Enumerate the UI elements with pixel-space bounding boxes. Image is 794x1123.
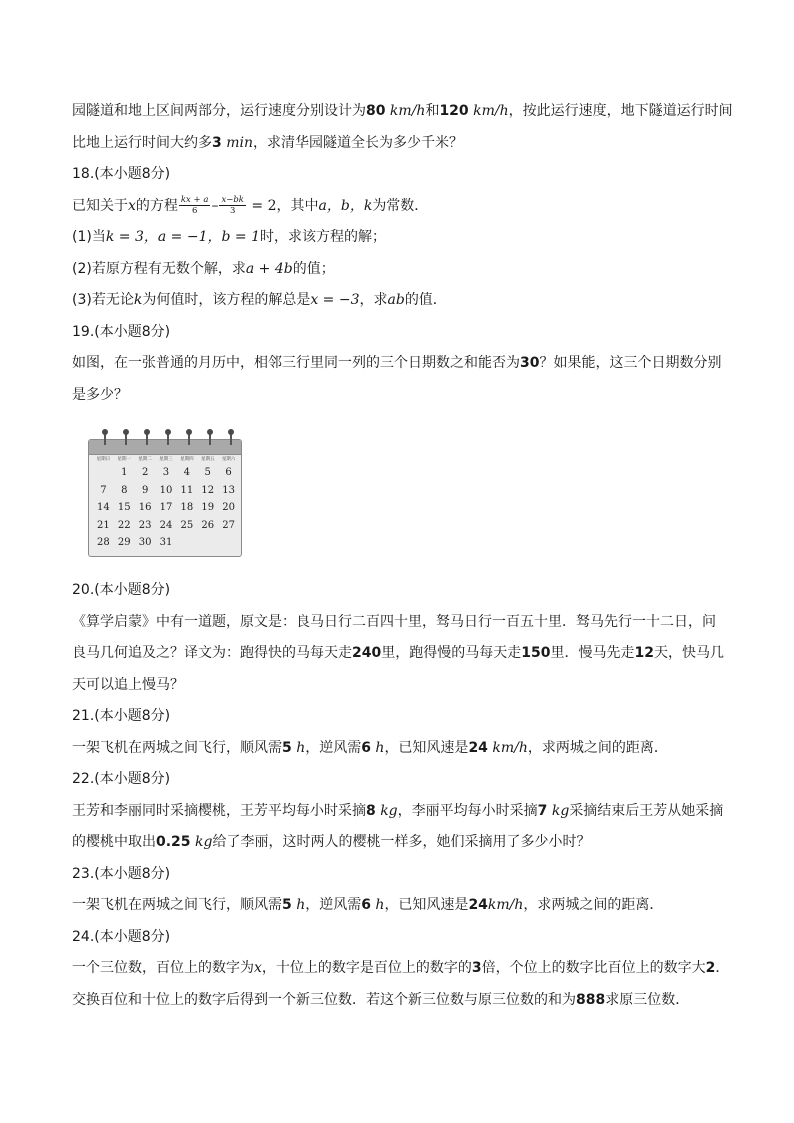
q18-stem bbox=[72, 191, 722, 223]
text: 交换百位和十位上的数字后得到一个新三位数．若这个新三位数与原三位数的和为 bbox=[72, 991, 576, 1008]
calendar-day: 4 bbox=[183, 467, 191, 478]
calendar-day: 18 bbox=[180, 502, 194, 513]
calendar-day: 1 bbox=[121, 467, 128, 478]
unit: kg bbox=[375, 802, 398, 819]
text: ，李丽平均每小时采摘 bbox=[397, 802, 538, 819]
text: 王芳和李丽同时采摘樱桃，王芳平均每小时采摘 bbox=[72, 802, 366, 819]
text: 已知关于 bbox=[72, 197, 128, 214]
calendar-day: 10 bbox=[159, 484, 173, 496]
number: 150 bbox=[521, 645, 551, 661]
unit: h bbox=[370, 739, 385, 756]
text: 和 bbox=[425, 103, 440, 119]
var: x bbox=[128, 197, 136, 214]
text: 的值． bbox=[404, 292, 447, 308]
text: 给了李丽，这时两人的樱桃一样多，她们采摘用了多少小时？ bbox=[212, 834, 591, 850]
q17-line-2 bbox=[72, 128, 722, 160]
text: ，十位上的数字是百位上的数字的 bbox=[261, 960, 472, 976]
calendar-day: 26 bbox=[201, 519, 215, 531]
calendar-day: 16 bbox=[138, 502, 152, 513]
numerator: x−bk bbox=[221, 195, 244, 205]
text: 的值； bbox=[292, 260, 335, 277]
number: 888 bbox=[576, 991, 606, 1008]
q20-line-2 bbox=[72, 638, 722, 670]
calendar-day: 11 bbox=[180, 484, 194, 496]
calendar-day: 25 bbox=[180, 519, 194, 531]
number: 30 bbox=[520, 355, 540, 371]
calendar-day: 2 bbox=[141, 467, 149, 478]
calendar-day: 14 bbox=[97, 502, 110, 513]
calendar-weekday: 星期四 bbox=[180, 457, 194, 462]
number: 12 bbox=[634, 645, 654, 661]
q24-line-2 bbox=[72, 985, 722, 1017]
unit: h bbox=[370, 897, 385, 913]
calendar-day bbox=[93, 464, 114, 482]
text: 为何值时，该方程的解总是 bbox=[142, 292, 311, 308]
q24-heading: 24.(本小题8分) bbox=[72, 928, 171, 945]
calendar-day: 21 bbox=[97, 519, 110, 531]
text: 园隧道和地上区间两部分，运行速度分别设计为 bbox=[72, 103, 366, 119]
math: a + 4b bbox=[245, 260, 293, 277]
text: ． bbox=[715, 960, 730, 976]
calendar-weekday: 星期二 bbox=[138, 457, 152, 462]
text: 如图，在一张普通的月历中，相邻三行里同一列的三个日期数之和能否为 bbox=[72, 355, 520, 371]
var: ab bbox=[387, 292, 405, 308]
exam-page bbox=[72, 96, 733, 1016]
text: ，按此运行速度，地下隧道运行时间 bbox=[508, 103, 733, 119]
text: ，求 bbox=[359, 292, 388, 308]
unit: km/h bbox=[385, 103, 426, 119]
calendar-weekday: 星期五 bbox=[200, 457, 215, 462]
q24-line-1 bbox=[72, 953, 730, 985]
calendar-weekday: 星期三 bbox=[159, 457, 173, 462]
number: 24 bbox=[468, 739, 488, 756]
binder-ring-icon bbox=[207, 429, 213, 445]
unit: km/h bbox=[468, 103, 509, 119]
calendar-image bbox=[88, 439, 242, 557]
calendar-day: 8 bbox=[121, 484, 128, 496]
unit: km/h bbox=[487, 897, 524, 913]
text: ，已知风速是 bbox=[384, 739, 469, 756]
calendar-day: 31 bbox=[159, 537, 173, 548]
number: 0.25 bbox=[156, 834, 191, 850]
q17-line-1 bbox=[72, 96, 733, 128]
math: x = −3 bbox=[310, 292, 360, 308]
calendar-day: 22 bbox=[117, 519, 131, 531]
denominator: 6 bbox=[191, 206, 198, 216]
denominator: 3 bbox=[230, 206, 236, 216]
number: 2 bbox=[705, 960, 716, 976]
binder-ring-icon bbox=[144, 429, 150, 445]
calendar-day: 30 bbox=[138, 537, 152, 548]
text: ，已知风速是 bbox=[384, 897, 469, 913]
text: 一个三位数，百位上的数字为 bbox=[72, 960, 254, 976]
q19-heading: 19.(本小题8分) bbox=[72, 323, 171, 340]
text: 采摘结束后王芳从她采摘 bbox=[569, 802, 724, 819]
vars: a，b，k bbox=[318, 197, 373, 214]
q20-heading: 20.(本小题8分) bbox=[72, 582, 171, 598]
q18-part-2 bbox=[72, 254, 722, 286]
unit: km/h bbox=[487, 739, 528, 756]
calendar-day: 23 bbox=[138, 519, 152, 531]
q23-heading: 23.(本小题8分) bbox=[72, 865, 171, 882]
number: 8 bbox=[366, 802, 376, 819]
text: ？如果能，这三个日期数分别 bbox=[539, 355, 722, 371]
number: 24 bbox=[468, 897, 488, 913]
q22-line-1 bbox=[72, 796, 722, 828]
calendar-day: 29 bbox=[117, 537, 131, 548]
calendar-figure bbox=[72, 427, 722, 567]
number: 6 bbox=[361, 897, 371, 913]
text: 的樱桃中取出 bbox=[72, 834, 156, 850]
calendar-day: 6 bbox=[225, 467, 232, 478]
calendar-day bbox=[176, 534, 197, 552]
number: 7 bbox=[537, 802, 548, 819]
calendar-day bbox=[197, 534, 218, 552]
math: k = 3，a = −1，b = 1 bbox=[105, 229, 260, 245]
text: ，求两城之间的距离． bbox=[527, 739, 668, 756]
calendar-day: 19 bbox=[201, 502, 215, 513]
text: ，其中 bbox=[276, 197, 319, 214]
text: ，求两城之间的距离． bbox=[523, 897, 664, 913]
text: 一架飞机在两城之间飞行，顺风需 bbox=[72, 739, 282, 756]
binder-ring-icon bbox=[186, 429, 192, 445]
unit: kg bbox=[190, 834, 213, 850]
calendar-day: 7 bbox=[100, 484, 107, 496]
text: 天，快马几 bbox=[653, 645, 724, 661]
text: 时，求该方程的解； bbox=[259, 229, 386, 245]
calendar-day: 28 bbox=[97, 537, 110, 548]
calendar-day: 20 bbox=[222, 502, 235, 513]
text: 里．慢马先走 bbox=[550, 645, 635, 661]
text: 倍，个位上的数字比百位上的数字大 bbox=[481, 960, 706, 976]
calendar-day: 12 bbox=[201, 484, 215, 496]
unit: h bbox=[291, 897, 306, 913]
calendar-weekday: 星期一 bbox=[117, 457, 132, 462]
fraction-1 bbox=[179, 195, 211, 216]
calendar-day: 24 bbox=[159, 519, 173, 531]
unit: kg bbox=[547, 802, 570, 819]
text: (2)若原方程有无数个解，求 bbox=[72, 260, 246, 277]
text: 比地上运行时间大约多 bbox=[72, 134, 212, 151]
calendar-grid bbox=[93, 456, 239, 552]
number: 6 bbox=[361, 739, 371, 756]
text: ，逆风需 bbox=[305, 897, 362, 913]
equation-rhs: = 2 bbox=[246, 197, 277, 214]
q22-heading: 22.(本小题8分) bbox=[72, 771, 171, 787]
var: x bbox=[254, 960, 262, 976]
number: 5 bbox=[282, 897, 292, 913]
binder-ring-icon bbox=[228, 429, 234, 445]
q20-line-3: 天可以追上慢马？ bbox=[72, 676, 184, 693]
text: 一架飞机在两城之间飞行，顺风需 bbox=[72, 897, 282, 913]
text: ，逆风需 bbox=[305, 739, 362, 756]
number: 80 bbox=[366, 103, 386, 119]
binder-ring-icon bbox=[165, 429, 171, 445]
calendar-day: 3 bbox=[162, 467, 170, 478]
calendar-day: 13 bbox=[222, 484, 235, 496]
text: 求原三位数． bbox=[605, 991, 690, 1008]
unit: min bbox=[221, 134, 253, 151]
q21-line bbox=[72, 733, 722, 765]
binder-ring-icon bbox=[123, 429, 129, 445]
q23-line bbox=[72, 890, 722, 922]
q19-line-2: 是多少？ bbox=[72, 386, 128, 403]
calendar-day: 17 bbox=[159, 502, 173, 513]
var: k bbox=[133, 292, 143, 308]
text: (1)当 bbox=[72, 229, 106, 245]
q22-line-2 bbox=[72, 827, 722, 859]
calendar-day bbox=[218, 534, 239, 552]
number: 3 bbox=[212, 134, 222, 151]
q21-heading: 21.(本小题8分) bbox=[72, 708, 171, 724]
calendar-day: 5 bbox=[204, 467, 211, 478]
minus-sign: – bbox=[211, 197, 219, 214]
calendar-day: 15 bbox=[117, 502, 131, 513]
text: ，求清华园隧道全长为多少千米？ bbox=[252, 134, 463, 151]
text: 为常数． bbox=[372, 197, 429, 214]
calendar-weekday: 星期六 bbox=[221, 457, 236, 462]
q19-line-1 bbox=[72, 348, 722, 380]
binder-ring-icon bbox=[102, 429, 108, 445]
calendar-day: 9 bbox=[141, 484, 149, 496]
text: 良马几何追及之？译文为：跑得快的马每天走 bbox=[72, 645, 352, 661]
number: 5 bbox=[282, 739, 292, 756]
number: 240 bbox=[352, 645, 382, 661]
calendar-weekday: 星期日 bbox=[96, 457, 111, 462]
unit: h bbox=[291, 739, 306, 756]
text: 里，跑得慢的马每天走 bbox=[381, 645, 522, 661]
fraction-2 bbox=[219, 195, 246, 216]
q18-heading: 18.(本小题8分) bbox=[72, 166, 171, 182]
number: 3 bbox=[471, 960, 482, 976]
q18-part-1 bbox=[72, 222, 722, 254]
number: 120 bbox=[439, 103, 469, 119]
text: 的方程 bbox=[135, 197, 178, 214]
q20-line-1: 《算学启蒙》中有一道题，原文是：良马日行二百四十里，驽马日行一百五十里．驽马先行一十二日，问 bbox=[72, 613, 716, 630]
q18-part-3 bbox=[72, 285, 722, 317]
text: (3)若无论 bbox=[72, 292, 134, 308]
numerator: kx + a bbox=[180, 195, 209, 205]
calendar-day: 27 bbox=[222, 519, 235, 531]
